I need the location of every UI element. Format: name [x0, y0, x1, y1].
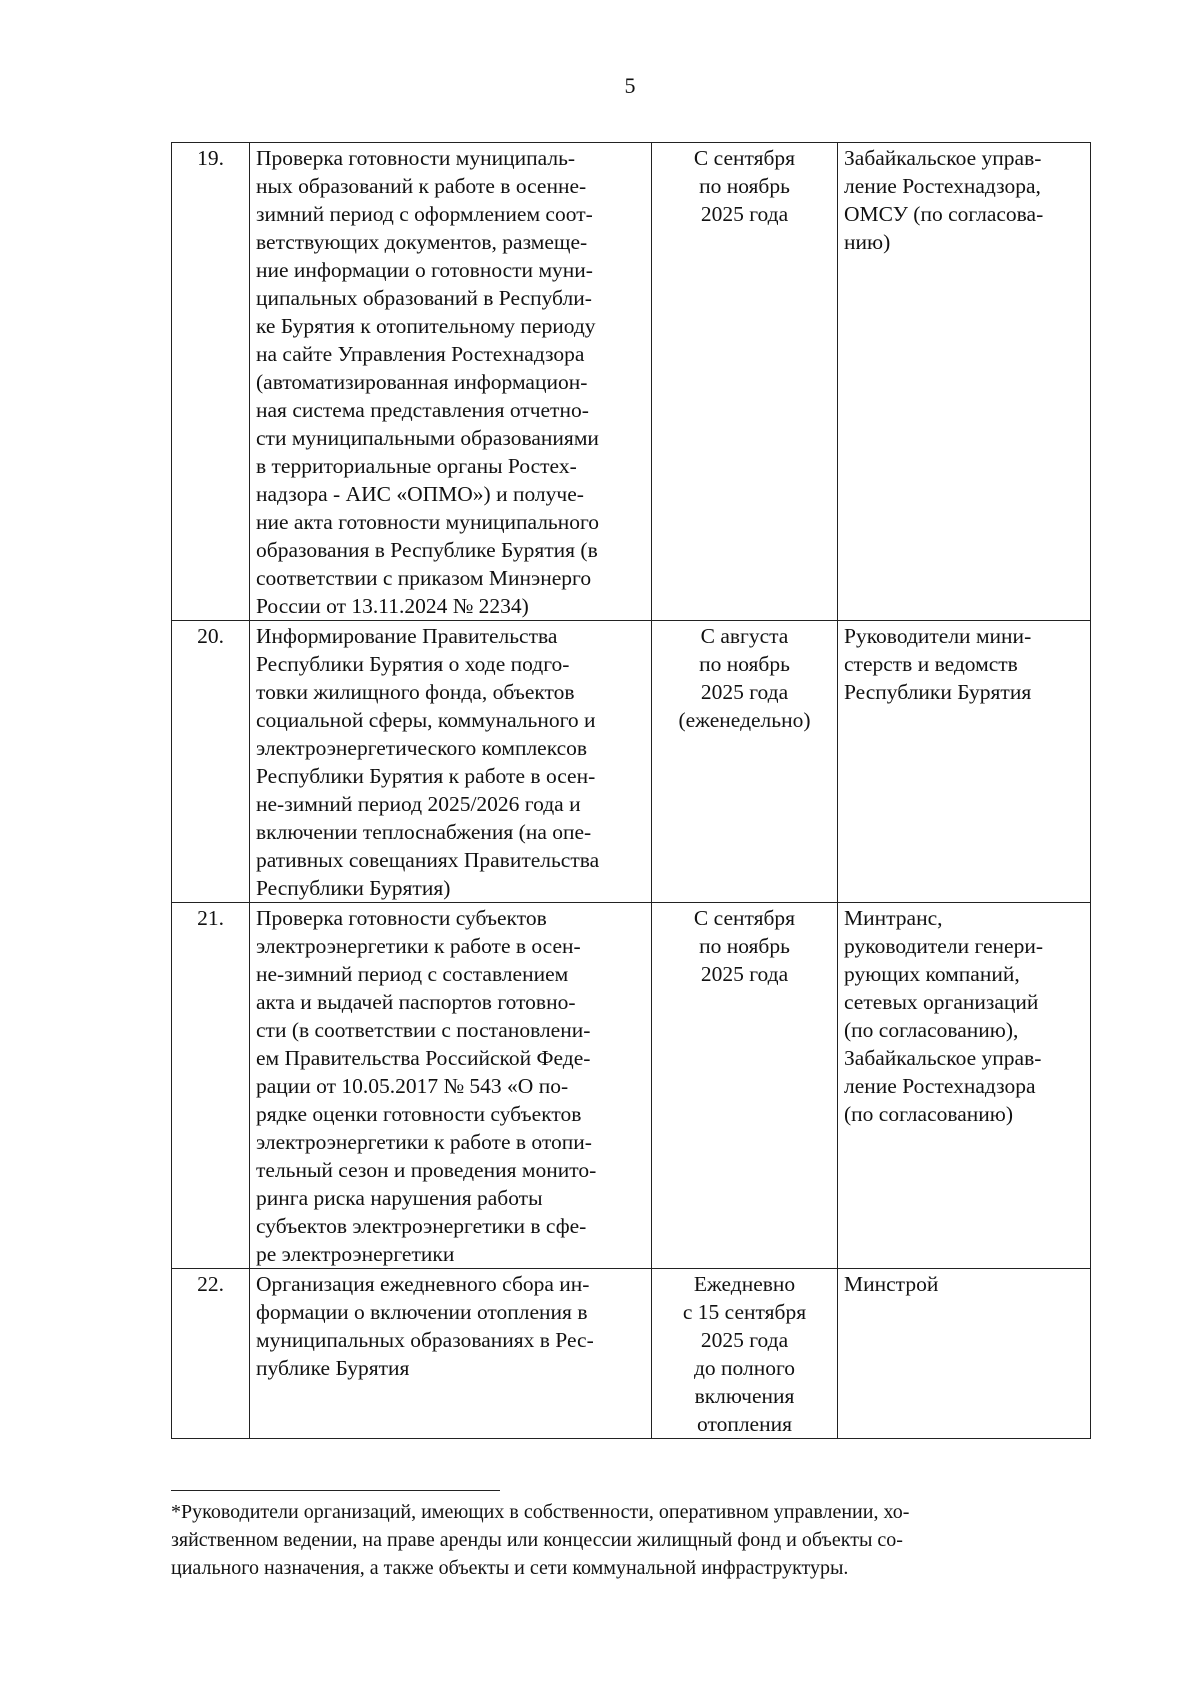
row-term: С сентября по ноябрь 2025 года [652, 903, 838, 1269]
row-responsible: Руководители мини- стерств и ведомств Республики Бурятия [838, 621, 1091, 903]
row-number: 22. [172, 1269, 250, 1439]
row-number: 20. [172, 621, 250, 903]
table-row [172, 1269, 1091, 1439]
row-description: Проверка готовности муниципаль- ных образований к работе в осенне- зимний период с оформлением соот- ветствующих документов, размеще- ние информации о готовности муни- ципальных образований в Республи- ке Бурятия к отопительному периоду на сайте Управления Ростехнадзора (автоматизированная информацион- ная система представления отчетно- сти муниципальными образованиями в территориальные органы Ростех- надзора - АИС «ОПМО») и получе- ние акта готовности муниципального образования в Республике Бурятия (в соответствии с приказом Минэнерго России от 13.11.2024 № 2234) [250, 143, 652, 621]
row-description: Информирование Правительства Республики Бурятия о ходе подго- товки жилищного фонда, объектов социальной сферы, коммунального и электроэнергетического комплексов Республики Бурятия к работе в осен- не-зимний период 2025/2026 года и включении теплоснабжения (на опе- ративных совещаниях Правительства Республики Бурятия) [250, 621, 652, 903]
measures-table [171, 142, 1091, 1439]
row-responsible: Забайкальское управ- ление Ростехнадзора, ОМСУ (по согласова- нию) [838, 143, 1091, 621]
row-term: С августа по ноябрь 2025 года (еженедельно) [652, 621, 838, 903]
row-term: С сентября по ноябрь 2025 года [652, 143, 838, 621]
row-description: Организация ежедневного сбора ин- формации о включении отопления в муниципальных образованиях в Рес- публике Бурятия [250, 1269, 652, 1439]
footnote: *Руководители организаций, имеющих в собственности, оперативном управлении, хо- зяйственном ведении, на праве аренды или концессии жилищный фонд и объекты со- циального назначения, а также объекты и сети коммунальной инфраструктуры. [171, 1501, 910, 1579]
page-number: 5 [624, 73, 636, 98]
row-description: Проверка готовности субъектов электроэнергетики к работе в осен- не-зимний период с составлением акта и выдачей паспортов готовно- сти (в соответствии с постановлени- ем Правительства Российской Феде- рации от 10.05.2017 № 543 «О по- рядке оценки готовности субъектов электроэнергетики к работе в отопи- тельный сезон и проведения монито- ринга риска нарушения работы субъектов электроэнергетики в сфе- ре электроэнергетики [250, 903, 652, 1269]
row-number: 21. [172, 903, 250, 1269]
table-row [172, 621, 1091, 903]
footnote-divider [171, 1490, 500, 1491]
row-responsible: Минстрой [838, 1269, 1091, 1439]
table-row [172, 143, 1091, 621]
row-number: 19. [172, 143, 250, 621]
table-row [172, 903, 1091, 1269]
row-responsible: Минтранс, руководители генери- рующих компаний, сетевых организаций (по согласованию), Забайкальское управ- ление Ростехнадзора (по согласованию) [838, 903, 1091, 1269]
row-term: Ежедневно с 15 сентября 2025 года до полного включения отопления [652, 1269, 838, 1439]
